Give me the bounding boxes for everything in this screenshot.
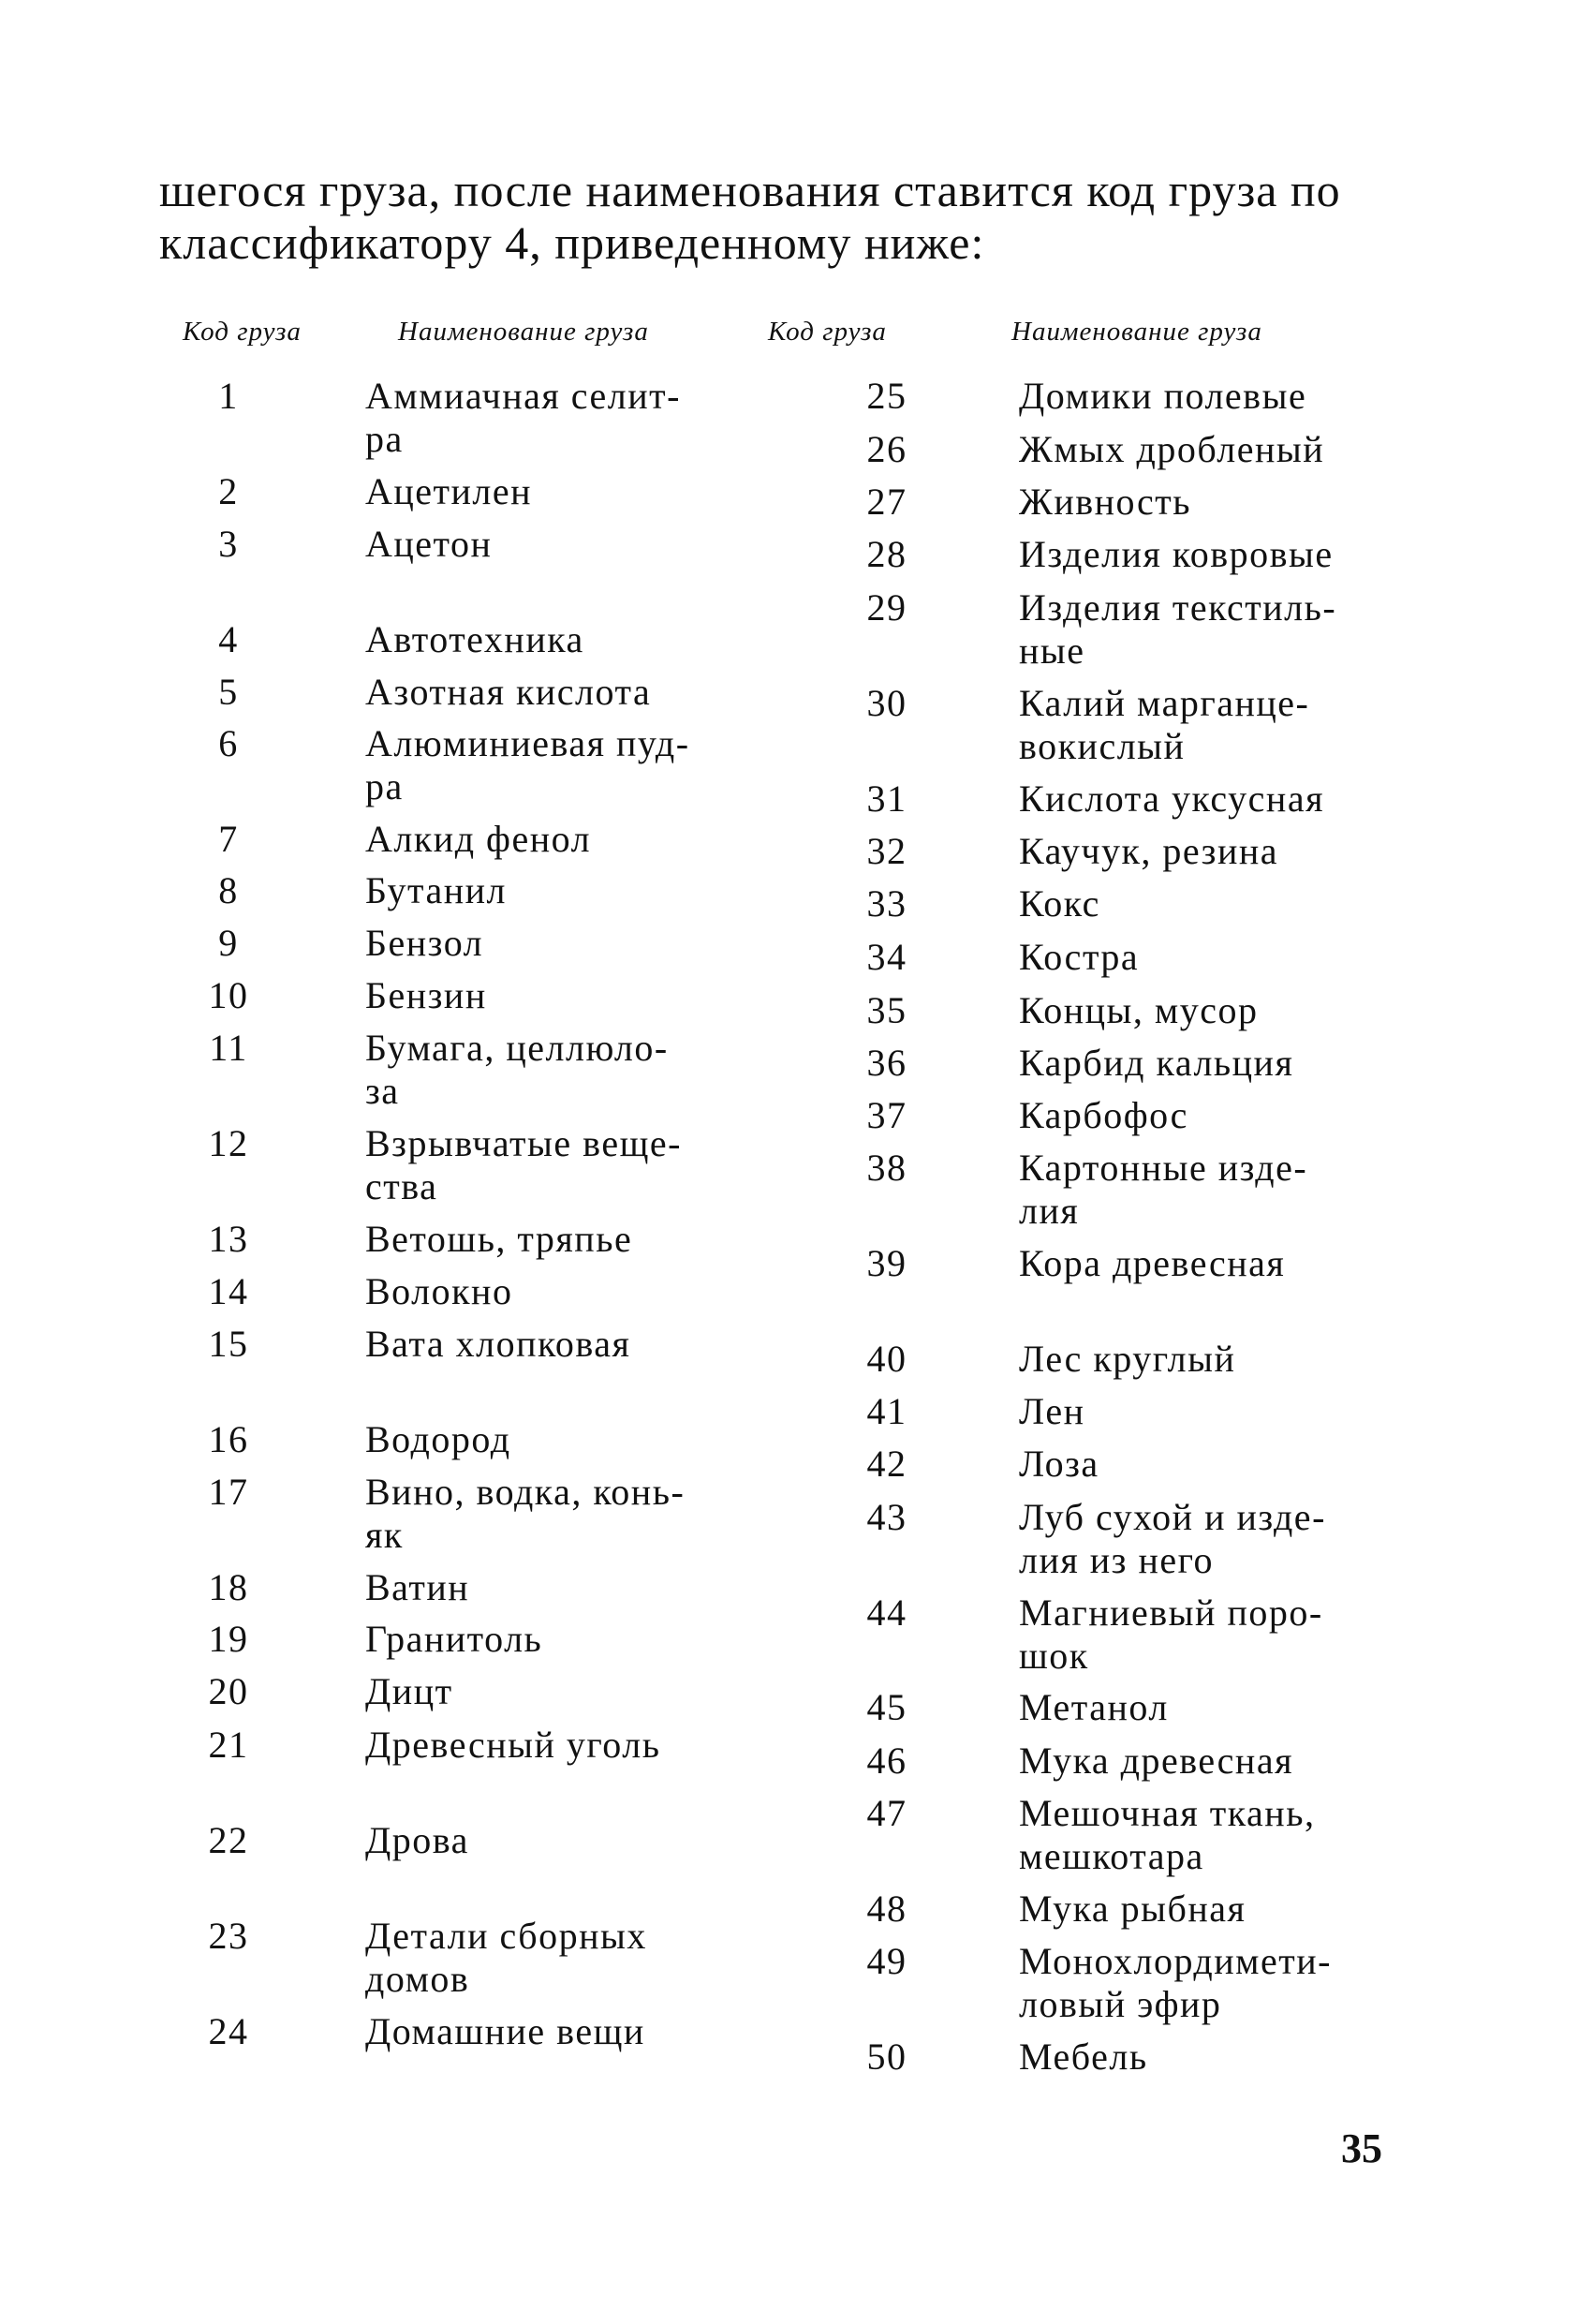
cargo-name [365, 2010, 645, 2053]
cargo-name [365, 1618, 542, 1661]
cargo-code: 1 [218, 375, 239, 417]
cargo-name-line: шок [1019, 1635, 1089, 1677]
cargo-code: 44 [866, 1591, 907, 1634]
cargo-code: 41 [866, 1390, 907, 1432]
cargo-name-line: Алкид фенол [365, 818, 592, 860]
cargo-code: 37 [866, 1094, 907, 1136]
cargo-code: 5 [218, 671, 239, 713]
cargo-name-line: Дицт [365, 1670, 453, 1712]
cargo-name [1019, 1242, 1285, 1285]
cargo-name [365, 1471, 685, 1557]
cargo-name-line: Ацетон [365, 523, 493, 565]
cargo-name [1019, 375, 1306, 418]
cargo-name-line: Карбид кальция [1019, 1042, 1294, 1084]
cargo-name [365, 1218, 632, 1261]
cargo-name-line: ра [365, 765, 404, 807]
cargo-name-line: Ветошь, тряпье [365, 1218, 633, 1260]
cargo-code: 29 [866, 586, 907, 629]
cargo-code: 11 [209, 1027, 248, 1069]
header-name-left: Наименование груза [398, 317, 649, 347]
cargo-name [365, 470, 532, 513]
cargo-code: 38 [866, 1147, 907, 1189]
cargo-code: 36 [866, 1042, 907, 1084]
cargo-name [365, 671, 651, 714]
cargo-name [1019, 1042, 1293, 1085]
cargo-code: 40 [866, 1338, 907, 1380]
cargo-name-line: Ватин [365, 1566, 470, 1608]
cargo-code: 3 [218, 523, 239, 565]
cargo-name [1019, 481, 1191, 524]
cargo-code: 46 [866, 1739, 907, 1782]
cargo-name [1019, 989, 1258, 1032]
cargo-code: 27 [866, 481, 907, 523]
cargo-code: 33 [866, 882, 907, 925]
cargo-name [1019, 1686, 1169, 1729]
cargo-name [365, 1915, 647, 2001]
cargo-code: 32 [866, 830, 907, 872]
cargo-name [365, 922, 483, 965]
cargo-code: 21 [208, 1724, 249, 1766]
cargo-name-line: Вино, водка, конь- [365, 1471, 686, 1513]
cargo-name [1019, 1739, 1293, 1783]
cargo-name [365, 618, 584, 661]
cargo-name-line: Древесный уголь [365, 1724, 661, 1766]
cargo-name-line: вокислый [1019, 725, 1186, 767]
cargo-name-line: Аммиачная селит- [365, 375, 681, 417]
cargo-name-line: Взрывчатые веще- [365, 1122, 682, 1164]
cargo-name [1019, 1591, 1323, 1678]
cargo-name [1019, 428, 1324, 471]
cargo-name-line: Живность [1019, 481, 1192, 523]
cargo-name [1019, 777, 1324, 821]
cargo-name [1019, 882, 1100, 925]
cargo-name [1019, 1338, 1235, 1381]
cargo-name-line: Мука древесная [1019, 1739, 1293, 1782]
cargo-name [365, 722, 690, 808]
cargo-name-line: Автотехника [365, 618, 584, 660]
cargo-name-line: лия [1019, 1190, 1080, 1232]
cargo-name-line: ра [365, 418, 404, 460]
cargo-name-line: Домики полевые [1019, 375, 1307, 417]
cargo-name [1019, 533, 1334, 576]
cargo-name [365, 1819, 469, 1862]
header-code-right: Код груза [768, 317, 887, 347]
cargo-code: 15 [208, 1323, 249, 1365]
cargo-name [365, 1418, 511, 1461]
cargo-name [1019, 1443, 1099, 1486]
cargo-name-line: Лес круглый [1019, 1338, 1236, 1380]
cargo-name-line: Бумага, целлюло- [365, 1027, 669, 1069]
cargo-name-line: Магниевый поро- [1019, 1591, 1323, 1634]
cargo-name-line: Водород [365, 1418, 511, 1460]
cargo-code: 50 [866, 2035, 907, 2078]
cargo-name-line: Лен [1019, 1390, 1085, 1432]
cargo-name [1019, 1496, 1326, 1582]
cargo-code: 20 [208, 1670, 249, 1712]
cargo-name [1019, 2035, 1148, 2079]
cargo-code: 48 [866, 1887, 907, 1930]
cargo-name-line: Бензин [365, 974, 487, 1016]
cargo-name-line: Дрова [365, 1819, 469, 1861]
cargo-name-line: Монохлордимети- [1019, 1940, 1332, 1982]
cargo-name [1019, 1940, 1332, 2026]
cargo-code: 12 [208, 1122, 249, 1164]
cargo-name-line: ства [365, 1165, 438, 1207]
cargo-code: 9 [218, 922, 239, 964]
cargo-name-line: Калий марганце- [1019, 682, 1310, 724]
cargo-code: 2 [218, 470, 239, 512]
cargo-code: 7 [218, 818, 239, 860]
cargo-name [365, 974, 487, 1017]
cargo-name-line: Ацетилен [365, 470, 533, 512]
cargo-code: 34 [866, 936, 907, 978]
cargo-name [1019, 1390, 1085, 1433]
cargo-code: 28 [866, 533, 907, 575]
cargo-name-line: Гранитоль [365, 1618, 543, 1660]
cargo-name [365, 1670, 453, 1713]
cargo-code: 17 [208, 1471, 249, 1513]
cargo-name-line: Мешочная ткань, [1019, 1792, 1316, 1834]
cargo-code: 35 [866, 989, 907, 1031]
cargo-name-line: лия из него [1019, 1539, 1215, 1581]
cargo-code: 4 [218, 618, 239, 660]
cargo-name-line: Вата хлопковая [365, 1323, 631, 1365]
cargo-name-line: ные [1019, 629, 1085, 672]
cargo-name [1019, 830, 1278, 873]
cargo-code: 19 [208, 1618, 249, 1660]
cargo-code: 30 [866, 682, 907, 724]
cargo-code: 49 [866, 1940, 907, 1982]
cargo-name-line: Жмых дробленый [1019, 428, 1325, 470]
cargo-name-line: мешкотара [1019, 1835, 1204, 1877]
cargo-code: 18 [208, 1566, 249, 1608]
cargo-name [365, 818, 591, 861]
header-name-right: Наименование груза [1011, 317, 1262, 347]
cargo-code: 23 [208, 1915, 249, 1957]
cargo-code: 42 [866, 1443, 907, 1485]
intro-paragraph [159, 164, 1405, 269]
cargo-name [365, 523, 492, 566]
cargo-code: 8 [218, 869, 239, 911]
intro-line-2: классификатору 4, приведенному ниже: [159, 216, 985, 269]
cargo-name-line: Алюминиевая пуд- [365, 722, 690, 764]
cargo-name-line: Изделия ковровые [1019, 533, 1334, 575]
cargo-name [1019, 1147, 1307, 1233]
cargo-name-line: Домашние вещи [365, 2010, 645, 2052]
cargo-name-line: Изделия текстиль- [1019, 586, 1337, 629]
cargo-name-line: Метанол [1019, 1686, 1169, 1728]
cargo-code: 13 [208, 1218, 249, 1260]
cargo-name-line: Детали сборных [365, 1915, 647, 1957]
cargo-name [365, 1027, 669, 1113]
cargo-name [1019, 1792, 1315, 1878]
cargo-name-line: як [365, 1514, 404, 1556]
cargo-code: 39 [866, 1242, 907, 1284]
cargo-name [1019, 682, 1309, 768]
cargo-code: 14 [208, 1270, 249, 1312]
cargo-name-line: Мебель [1019, 2035, 1148, 2078]
cargo-code: 24 [208, 2010, 249, 2052]
cargo-name-line: Кора древесная [1019, 1242, 1286, 1284]
cargo-name [365, 869, 507, 912]
cargo-code: 10 [208, 974, 249, 1016]
cargo-code: 6 [218, 722, 239, 764]
intro-line-1: шегося груза, после наименования ставится код груза по [159, 164, 1341, 216]
cargo-name-line: Лоза [1019, 1443, 1099, 1485]
cargo-name-line: Азотная кислота [365, 671, 652, 713]
cargo-name-line: домов [365, 1958, 470, 2000]
cargo-name-line: Мука рыбная [1019, 1887, 1246, 1930]
cargo-name-line: Волокно [365, 1270, 513, 1312]
cargo-name [365, 1323, 630, 1366]
cargo-name-line: Каучук, резина [1019, 830, 1279, 872]
cargo-code: 47 [866, 1792, 907, 1834]
cargo-name-line: Картонные изде- [1019, 1147, 1308, 1189]
cargo-name [365, 1122, 682, 1208]
cargo-code: 43 [866, 1496, 907, 1538]
cargo-name-line: Кокс [1019, 882, 1100, 925]
page-number: 35 [1341, 2125, 1382, 2171]
cargo-code: 16 [208, 1418, 249, 1460]
cargo-name-line: Бензол [365, 922, 484, 964]
cargo-name [1019, 1887, 1246, 1931]
cargo-name [365, 375, 681, 461]
cargo-code: 31 [866, 777, 907, 820]
cargo-name-line: Концы, мусор [1019, 989, 1259, 1031]
cargo-name [365, 1566, 469, 1609]
cargo-name-line: за [365, 1070, 400, 1112]
cargo-name-line: ловый эфир [1019, 1983, 1222, 2025]
cargo-code: 25 [866, 375, 907, 417]
cargo-name [365, 1724, 660, 1767]
cargo-name-line: Карбофос [1019, 1094, 1188, 1136]
cargo-name [1019, 936, 1139, 979]
cargo-name-line: Кислота уксусная [1019, 777, 1324, 820]
cargo-code: 45 [866, 1686, 907, 1728]
cargo-name [1019, 586, 1336, 673]
header-code-left: Код груза [183, 317, 302, 347]
cargo-code: 22 [208, 1819, 249, 1861]
cargo-name-line: Бутанил [365, 869, 507, 911]
cargo-name [365, 1270, 512, 1313]
cargo-name-line: Костра [1019, 936, 1140, 978]
cargo-code: 26 [866, 428, 907, 470]
cargo-name [1019, 1094, 1188, 1137]
cargo-name-line: Луб сухой и изде- [1019, 1496, 1326, 1538]
